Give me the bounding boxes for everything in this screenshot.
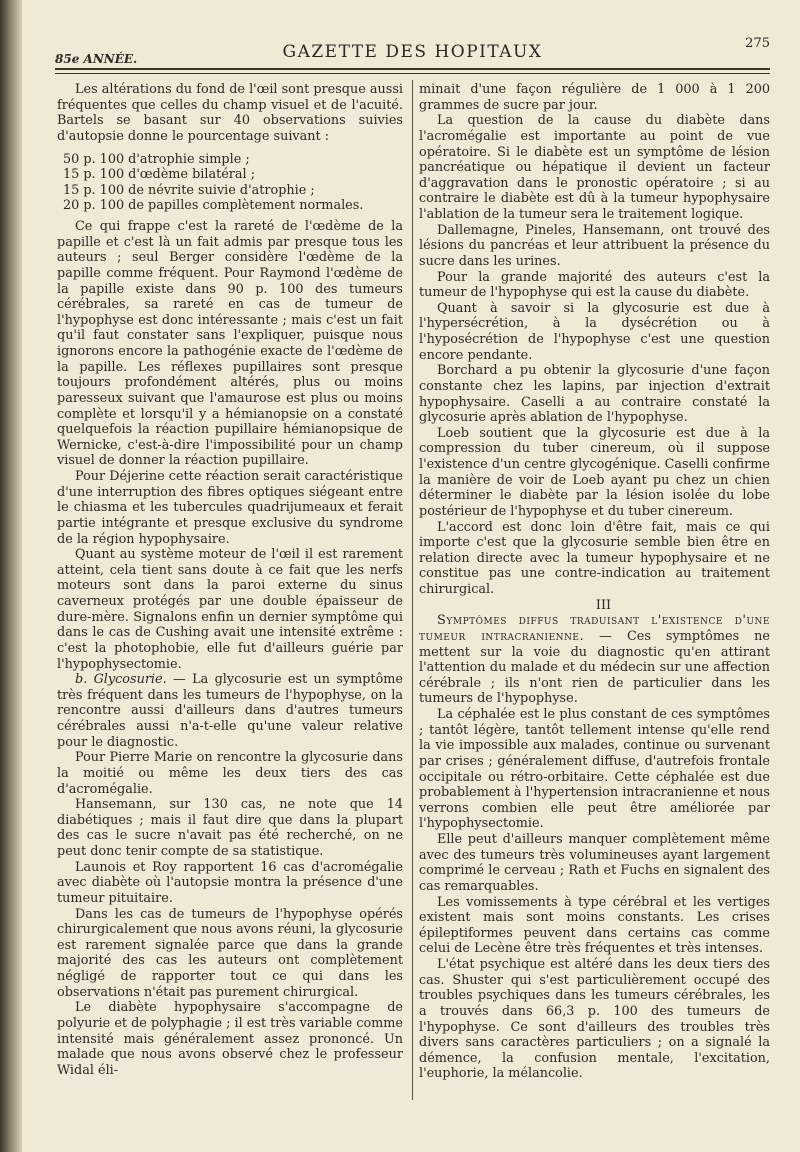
stat-item: 15 p. 100 d'œdème bilatéral ; bbox=[63, 167, 256, 183]
paragraph: La céphalée est le plus constant de ces symptômes ; tantôt légère, tantôt tellement intense qu'elle rend la vie impossible aux malades, continue ou survenant par crises ; généralement diffuse, d'autrefois frontale occipitale ou rétro-orbitaire. Cette céphalée est due probablement à l'hypertension intracranienne et nous verrons combien elle peut être améliorée par l'hypophysectomie. bbox=[419, 707, 770, 832]
column-divider bbox=[412, 80, 413, 1100]
paragraph: Les altérations du fond de l'œil sont presque aussi fréquentes que celles du champ visuel et de l'acuité. Bartels se basant sur 40 observations suivies d'autopsie donne le pourcentage suivant : bbox=[57, 82, 403, 144]
paragraph-text: — La glycosurie est un symptôme très fréquent dans les tumeurs de l'hypophyse, on la rencontre aussi d'ailleurs dans d'autres tumeurs cérébrales aussi n'a-t-elle qu'une valeur relative pour le diagnostic. bbox=[57, 672, 403, 750]
paragraph: L'accord est donc loin d'être fait, mais ce qui importe c'est que la glycosurie semble bien être en relation directe avec la tumeur hypophysaire et ne constitue pas une contre-indication au traitement chirurgical. bbox=[419, 519, 770, 597]
section-paragraph bbox=[419, 613, 770, 707]
page-binding-edge bbox=[0, 0, 22, 1152]
stat-item: 15 p. 100 de névrite suivie d'atrophie ; bbox=[63, 182, 315, 198]
paragraph: Le diabète hypophysaire s'accompagne de polyurie et de polyphagie ; il est très variable comme intensité mais généralement assez prononcé. Un malade que nous avons observé chez le professeur Widal éli- bbox=[57, 1000, 403, 1078]
header-rule-thick bbox=[55, 68, 770, 70]
paragraph: Elle peut d'ailleurs manquer complètement même avec des tumeurs très volumineuses ayant largement comprimé le cerveau ; Rath et Fuchs en signalent des cas remarquables. bbox=[419, 832, 770, 894]
paragraph: Pour Pierre Marie on rencontre la glycosurie dans la moitié ou même les deux tiers des cas d'acromégalie. bbox=[57, 750, 403, 797]
left-column bbox=[57, 82, 403, 1078]
paragraph: L'état psychique est altéré dans les deux tiers des cas. Shuster qui s'est particulièrement occupé des troubles psychiques dans les tumeurs cérébrales, les a trouvés dans 66,3 p. 100 des tumeurs de l'hypophyse. Ce sont d'ailleurs des troubles très divers sans caractères particuliers ; on a signalé la démence, la confusion mentale, l'excitation, l'euphorie, la mélancolie. bbox=[419, 957, 770, 1082]
stat-item: 50 p. 100 d'atrophie simple ; bbox=[63, 151, 250, 167]
section-number: III bbox=[595, 597, 612, 613]
subsection-label: b. Glycosurie. bbox=[75, 672, 167, 688]
paragraph: Pour Déjerine cette réaction serait caractéristique d'une interruption des fibres optiques siégeant entre le chiasma et les tubercules quadrijumeaux et ferait partie intégrante et presque exclusive du syndrome de la région hypophysaire. bbox=[57, 469, 403, 547]
paragraph: Quant à savoir si la glycosurie est due à l'hypersécrétion, à la dysécrétion ou à l'hyposécrétion de l'hypophyse c'est une question encore pendante. bbox=[419, 300, 770, 363]
paragraph: Dallemagne, Pineles, Hansemann, ont trouvé des lésions du pancréas et leur attribuent la présence du sucre dans les urines. bbox=[419, 222, 770, 269]
paragraph-glycosurie bbox=[57, 672, 403, 750]
paragraph-text: — Ces symptômes ne mettent sur la voie du diagnostic qu'en attirant l'attention du malade et du médecin sur une affection cérébrale ; ils n'ont rien de particulier dans les tumeurs de l'hypophyse. bbox=[419, 628, 770, 707]
volume-year: 85e ANNÉE. bbox=[55, 52, 138, 66]
page-number: 275 bbox=[745, 36, 770, 51]
paragraph: Les vomissements à type cérébral et les vertiges existent mais sont moins constants. Les crises épileptiformes peuvent dans certains cas comme celui de Lecène être très fréquentes et très intenses. bbox=[419, 894, 770, 957]
paragraph: Ce qui frappe c'est la rareté de l'œdème de la papille et c'est là un fait admis par presque tous les auteurs ; seul Berger considère l'œdème de la papille comme fréquent. Pour Raymond l'œdème de la papille existe dans 90 p. 100 des tumeurs cérébrales, sa rareté en cas de tumeur de l'hypophyse est donc intéressante ; mais c'est un fait qu'il faut constater sans l'expliquer, puisque nous ignorons encore la pathogénie exacte de l'œdème de la papille. Les réflexes pupillaires sont presque toujours profondément altérés, plus ou moins paresseux suivant que l'amaurose est plus ou moins complète et lorsqu'il y a hémianopsie on a constaté quelquefois la réaction pupillaire hémianopsique de Wernicke, c'est-à-dire l'impossibilité pour un champ visuel de donner la réaction pupillaire. bbox=[57, 219, 403, 469]
right-column bbox=[419, 82, 770, 1082]
paragraph: Borchard a pu obtenir la glycosurie d'une façon constante chez les lapins, par injection d'extrait hypophysaire. Caselli a au contraire constaté la glycosurie après ablation de l'hypophyse. bbox=[419, 363, 770, 426]
paragraph: Launois et Roy rapportent 16 cas d'acromégalie avec diabète où l'autopsie montra la présence d'une tumeur pituitaire. bbox=[57, 859, 403, 906]
header-rule-thin bbox=[55, 73, 770, 74]
page-header bbox=[55, 32, 770, 72]
paragraph: La question de la cause du diabète dans l'acromégalie est importante au point de vue opératoire. Si le diabète est un symptôme de lésion pancréatique ou hépatique il devient un facteur d'aggravation dans le pronostic opératoire ; si au contraire le diabète est dû à la tumeur hypophysaire l'ablation de la tumeur sera le traitement logique. bbox=[419, 113, 770, 222]
paragraph: Dans les cas de tumeurs de l'hypophyse opérés chirurgicalement que nous avons réuni, la glycosurie est rarement signalée parce que dans la grande majorité des cas les auteurs ont complètement négligé de rapporter tout ce qui dans les observations n'était pas purement chirurgical. bbox=[57, 906, 403, 1000]
paragraph-continued: minait d'une façon régulière de 1 000 à 1 200 grammes de sucre par jour. bbox=[419, 82, 770, 113]
statistics-list bbox=[63, 152, 403, 215]
section-heading: Symptômes diffus traduisant l'existence d'une tumeur intracranienne. bbox=[419, 613, 770, 644]
paragraph: Hansemann, sur 130 cas, ne note que 14 diabétiques ; mais il faut dire que dans la plupart des cas le sucre n'avait pas été recherché, on ne peut donc tenir compte de sa statistique. bbox=[57, 797, 403, 859]
paragraph: Pour la grande majorité des auteurs c'est la tumeur de l'hypophyse qui est la cause du diabète. bbox=[419, 269, 770, 301]
journal-title: GAZETTE DES HOPITAUX bbox=[282, 42, 543, 62]
paragraph: Loeb soutient que la glycosurie est due à la compression du tuber cinereum, où il suppose l'existence d'un centre glycogénique. Caselli confirme la manière de voir de Loeb ayant pu chez un chien déterminer le diabète par la lésion isolée du lobe postérieur de l'hypophyse et du tuber cinereum. bbox=[419, 425, 770, 519]
stat-item: 20 p. 100 de papilles complètement normales. bbox=[63, 198, 364, 214]
paragraph: Quant au système moteur de l'œil il est rarement atteint, cela tient sans doute à ce fait que les nerfs moteurs sont dans la paroi externe du sinus caverneux protégés par une double épaisseur de dure-mère. Signalons enfin un dernier symptôme qui dans le cas de Cushing avait une intensité extrême : c'est la photophobie, elle fut d'ailleurs guérie par l'hypophysectomie. bbox=[57, 547, 403, 672]
